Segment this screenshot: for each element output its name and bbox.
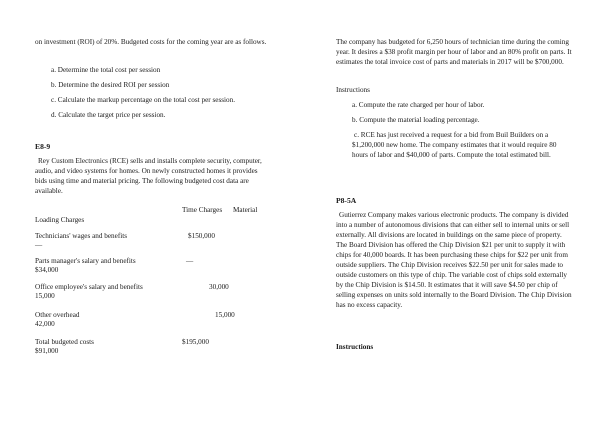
list-item-c: c. Calculate the markup percentage on the total cost per session. [51, 96, 236, 104]
p8-5a-paragraph: Gutierrez Company makes various electronic products. The company is divided into a number of autonomous divisions that can either sell to internal units or sell externally. All divisions are located in buildings on the same piece of property. The Board Division has offered the Chip Division $21 per unit to supply it with chips for 40,000 boards. It has been purchasing these chips for $22 per unit from outside suppliers. The Chip Division receives $22.50 per unit for sales made to outside customers on this type of chip. The variable cost of chips sold externally by the Chip Division is $14.50. It estimates that it will save $4.50 per chip of selling expenses on units sold internally to the Board Division. The Chip Division has no excess capacity. [336, 211, 572, 309]
list-item-b: b. Compute the material loading percentage. [352, 116, 480, 124]
row-material-value: 15,000 [35, 292, 55, 300]
p8-para-intro: The company has budgeted for 6,250 hours of technician time during the coming year. It desires a $38 profit margin per hour of labor and an 80% profit on parts. It estimates the total invoice cost of parts and materials in 2017 will be $700,000. [336, 38, 572, 66]
e8-9-paragraph: Rey Custom Electronics (RCE) sells and installs complete security, computer, audio, and video systems for homes. On newly constructed homes it provides bids using time and material pricing. The following budgeted cost data are available. [35, 157, 262, 195]
col-header-time: Time Charges [182, 206, 223, 214]
row-time-value: $150,000 [188, 232, 215, 240]
row-label: Office employee's salary and benefits [35, 283, 143, 291]
instructions-heading: Instructions [336, 343, 374, 351]
row-header-loading: Loading Charges [35, 216, 85, 224]
row-material-value: 42,000 [35, 320, 55, 328]
row-label: Parts manager's salary and benefits [35, 257, 136, 265]
list-item-d: d. Calculate the target price per session. [51, 111, 166, 119]
intro-text: on investment (ROI) of 20%. Budgeted costs for the coming year are as follows. [35, 38, 267, 46]
row-time-value: — [186, 257, 194, 265]
row-time-total: $195,000 [182, 338, 209, 346]
list-item-a: a. Determine the total cost per session [51, 66, 161, 74]
section-heading-e8-9: E8-9 [35, 142, 51, 151]
list-item-a: a. Compute the rate charged per hour of labor. [352, 101, 485, 109]
row-label-total: Total budgeted costs [35, 338, 94, 346]
list-item-c: c. RCE has just received a request for a bid from Buil Builders on a $1,200,000 new home. The company estimates that it would require 80 hours of labor and $40,000 of parts. Compute the total estimated bill. [352, 131, 557, 159]
row-material-total: $91,000 [35, 347, 59, 355]
section-heading-p8-5a: P8-5A [336, 196, 357, 205]
row-label: Technicians' wages and benefits [35, 232, 127, 240]
row-material-value: $34,000 [35, 266, 59, 274]
row-time-value: 30,000 [209, 283, 229, 291]
row-label: Other overhead [35, 311, 80, 319]
list-item-b: b. Determine the desired ROI per session [51, 81, 170, 89]
col-header-material: Material [233, 206, 258, 214]
row-time-value: 15,000 [215, 311, 235, 319]
row-material-value: — [35, 241, 43, 249]
instructions-label: Instructions [336, 86, 370, 94]
